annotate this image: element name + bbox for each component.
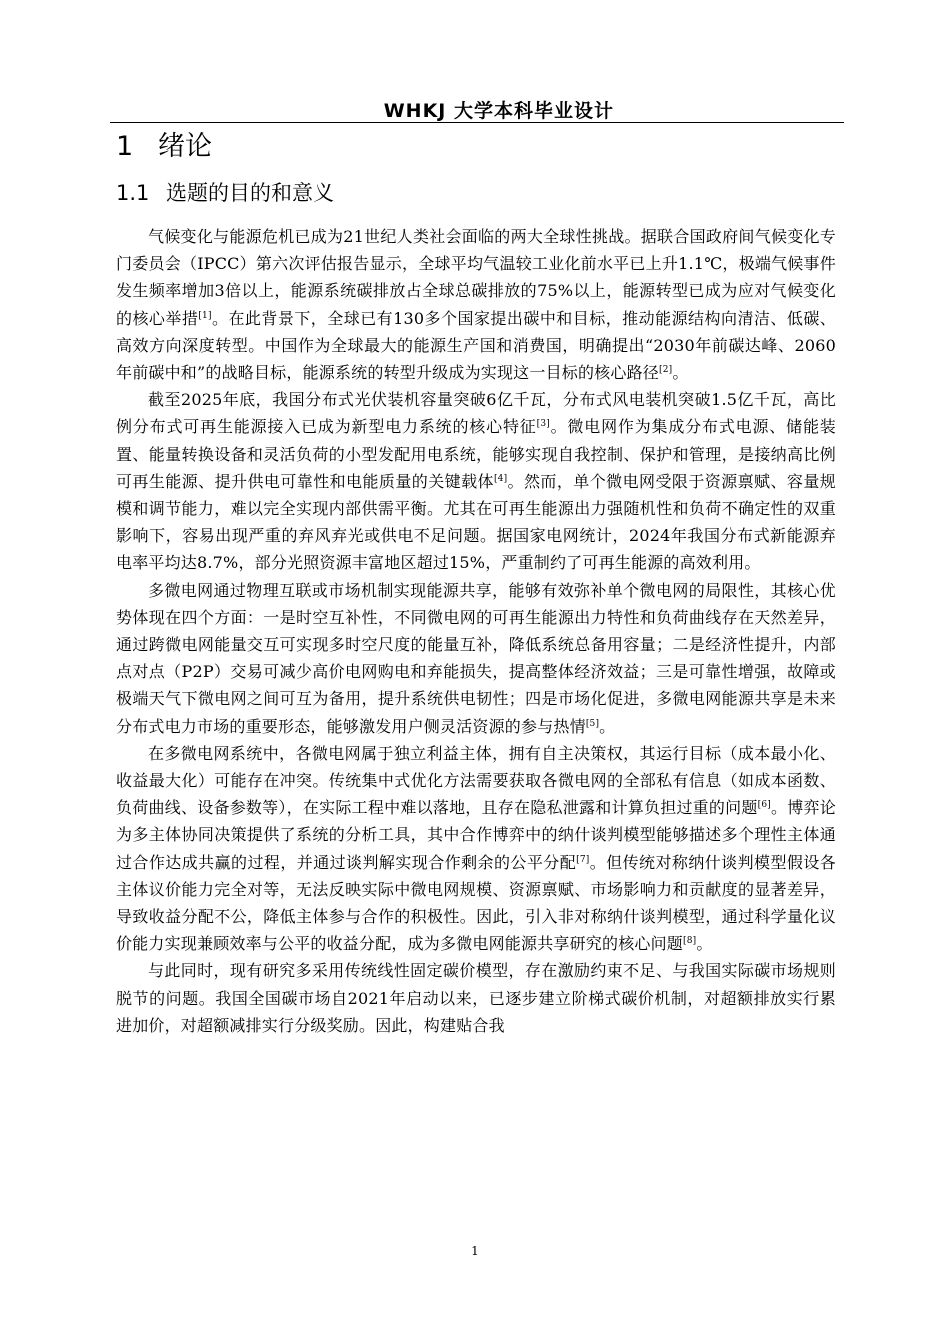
paragraph xyxy=(116,577,836,740)
citation-ref: [7] xyxy=(576,854,590,865)
section-number: 1.1 xyxy=(116,181,150,205)
text-run: 。微电网作为集成分布式电源、储能装置、能量转换设备和灵活负荷的小型发配用电系统，能够实现自我控制、保护和管理，是接纳高比例可再生能源、提升供电可靠性和电能质量的关键载体 xyxy=(116,417,836,491)
citation-ref: [8] xyxy=(683,936,697,947)
citation-ref: [5] xyxy=(585,718,600,729)
body-text xyxy=(116,223,836,1039)
chapter-number: 1 xyxy=(116,131,134,162)
chapter-title: 绪论 xyxy=(158,131,212,162)
section-title: 选题的目的和意义 xyxy=(166,181,334,205)
citation-ref: [6] xyxy=(757,800,772,811)
text-run: 气候变化与能源危机已成为21世纪人类社会面临的两大全球性挑战。据联合国政府间气候变化专门委员会（IPCC）第六次评估报告显示，全球平均气温较工业化前水平已上升1.1℃，极端气候事件发生频率增加3倍以上，能源系统碳排放占全球总碳排放的75%以上，能源转型已成为应对气候变化的核心举措 xyxy=(116,227,836,328)
text-run: 。 xyxy=(696,934,713,954)
text-run: 在多微电网系统中，各微电网属于独立利益主体，拥有自主决策权，其运行目标（成本最小化、收益最大化）可能存在冲突。传统集中式优化方法需要获取各微电网的全部私有信息（如成本函数、负荷曲线、设备参数等），在实际工程中难以落地，且存在隐私泄露和计算负担过重的问题 xyxy=(116,743,836,818)
text-run: 。博弈论为多主体协同决策提供了系统的分析工具，其中合作博弈中的纳什谈判模型能够描述多个理性主体通过合作达成共赢的过程，并通过谈判解实现合作剩余的公平分配 xyxy=(116,798,836,872)
page-header xyxy=(110,86,844,123)
text-run: 。 xyxy=(599,716,616,736)
citation-ref: [4] xyxy=(493,473,508,484)
text-run: 。但传统对称纳什谈判模型假设各主体议价能力完全对等，无法反映实际中微电网规模、资源禀赋、市场影响力和贡献度的显著差异，导致收益分配不公，降低主体参与合作的积极性。因此，引入非对称纳什谈判模型，通过科学量化议价能力实现兼顾效率与公平的收益分配，成为多微电网能源共享研究的核心问题 xyxy=(116,852,836,954)
section-heading xyxy=(116,177,334,207)
chapter-heading xyxy=(116,124,212,163)
paragraph xyxy=(116,223,836,386)
page-number: 1 xyxy=(471,1244,479,1258)
text-run: 与此同时，现有研究多采用传统线性固定碳价模型，存在激励约束不足、与我国实际碳市场规则脱节的问题。我国全国碳市场自2021年启动以来，已逐步建立阶梯式碳价机制，对超额排放实行累进加价，对超额减排实行分级奖励。因此，构建贴合我 xyxy=(116,961,836,1035)
paragraph xyxy=(116,957,836,1039)
header-title: WHKJ 大学本科毕业设计 xyxy=(383,100,614,122)
citation-ref: [3] xyxy=(536,419,550,430)
text-run: 截至2025年底，我国分布式光伏装机容量突破6亿千瓦，分布式风电装机突破1.5亿千瓦，高比例分布式可再生能源接入已成为新型电力系统的核心特征 xyxy=(116,390,836,437)
paragraph xyxy=(116,386,836,576)
text-run: 。然而，单个微电网受限于资源禀赋、容量规模和调节能力，难以完全实现内部供需平衡。尤其在可再生能源出力强随机性和负荷不确定性的双重影响下，容易出现严重的弃风弃光或供电不足问题。据国家电网统计，2024年我国分布式新能源弃电率平均达8.7%，部分光照资源丰富地区超过15%，严重制约了可再生能源的高效利用。 xyxy=(116,471,836,573)
text-run: 。 xyxy=(672,363,689,383)
paragraph xyxy=(116,740,836,958)
citation-ref: [2] xyxy=(658,365,673,376)
citation-ref: [1] xyxy=(198,310,212,321)
text-run: 多微电网通过物理互联或市场机制实现能源共享，能够有效弥补单个微电网的局限性，其核心优势体现在四个方面：一是时空互补性，不同微电网的可再生能源出力特性和负荷曲线存在天然差异，通过跨微电网能量交互可实现多时空尺度的能量互补，降低系统总备用容量；二是经济性提升，内部点对点（P2P）交易可减少高价电网购电和弃能损失，提高整体经济效益；三是可靠性增强，故障或极端天气下微电网之间可互为备用，提升系统供电韧性；四是市场化促进，多微电网能源共享是未来分布式电力市场的重要形态，能够激发用户侧灵活资源的参与热情 xyxy=(116,580,836,736)
text-run: 。在此背景下，全球已有130多个国家提出碳中和目标，推动能源结构向清洁、低碳、高效方向深度转型。中国作为全球最大的能源生产国和消费国，明确提出“2030年前碳达峰、2060年前碳中和”的战略目标，能源系统的转型升级成为实现这一目标的核心路径 xyxy=(116,308,836,383)
